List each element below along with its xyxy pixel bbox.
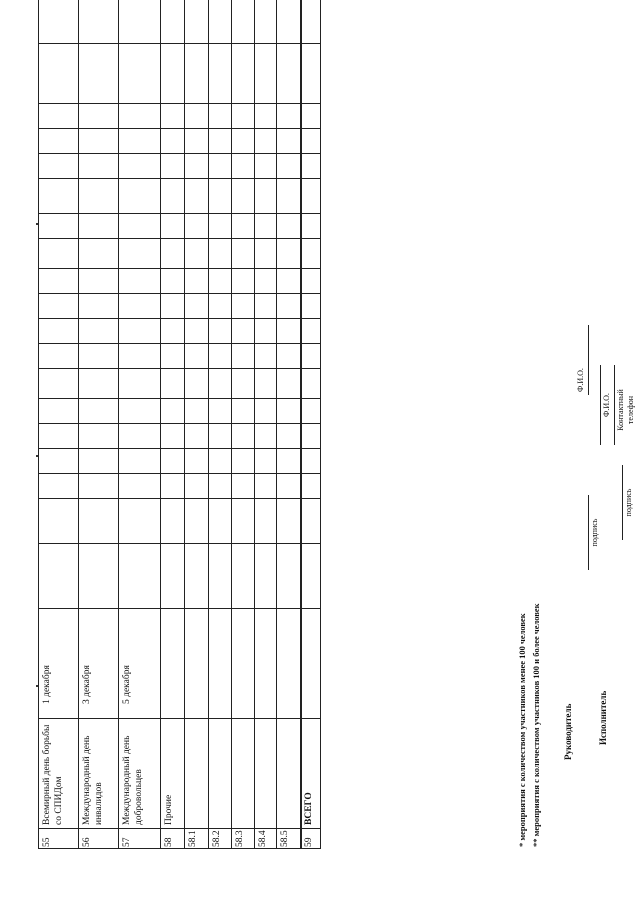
event-date: 5 декабря bbox=[122, 665, 132, 704]
head-label: Руководитель bbox=[563, 703, 573, 760]
head-name-caption: Ф.И.О. bbox=[576, 368, 585, 392]
event-name: Прочие bbox=[164, 794, 174, 825]
table-column-border bbox=[38, 398, 320, 399]
table-column-border bbox=[38, 178, 320, 179]
row-number: 58 bbox=[164, 837, 174, 847]
table-column-border bbox=[38, 343, 320, 344]
executor-name-caption: Ф.И.О. bbox=[602, 393, 611, 417]
event-date: 3 декабря bbox=[82, 665, 92, 704]
row-number: 58.1 bbox=[188, 830, 198, 847]
table-row-border bbox=[320, 0, 321, 849]
table-column-border bbox=[38, 153, 320, 154]
table-column-border bbox=[38, 718, 320, 719]
table-column-border bbox=[38, 268, 320, 269]
table-column-border bbox=[38, 238, 320, 239]
scan-speck bbox=[36, 455, 38, 457]
event-name: Всемирный день борьбы со СПИДом bbox=[42, 724, 64, 825]
table-column-border bbox=[38, 368, 320, 369]
table-column-border bbox=[38, 128, 320, 129]
row-number: 58.4 bbox=[258, 830, 268, 847]
row-number: 58.3 bbox=[235, 830, 245, 847]
scan-speck bbox=[36, 685, 38, 687]
head-name-line bbox=[588, 325, 589, 395]
scan-speck bbox=[36, 223, 38, 225]
executor-signature-line bbox=[622, 465, 623, 540]
row-number: 57 bbox=[122, 837, 132, 847]
table-column-border bbox=[38, 293, 320, 294]
row-number: 59 bbox=[304, 837, 314, 847]
event-name: Международный день добровольцев bbox=[122, 735, 144, 825]
event-name: Международный день инвалидов bbox=[82, 735, 104, 825]
footnote-1: * мероприятия с количеством участников менее 100 человек bbox=[517, 613, 527, 847]
executor-signature-caption: подпись bbox=[624, 488, 633, 517]
table-column-border bbox=[38, 213, 320, 214]
events-table bbox=[38, 665, 314, 849]
executor-label: Исполнитель bbox=[598, 690, 608, 745]
row-number: 58.5 bbox=[280, 830, 290, 847]
table-column-border bbox=[38, 43, 320, 44]
table-column-border bbox=[38, 608, 320, 609]
head-signature-line bbox=[588, 495, 589, 570]
table-column-border bbox=[38, 473, 320, 474]
table-column-border bbox=[38, 423, 320, 424]
row-number: 55 bbox=[42, 837, 52, 847]
row-number: 56 bbox=[82, 837, 92, 847]
table-column-border bbox=[38, 318, 320, 319]
table-column-border bbox=[38, 498, 320, 499]
executor-phone-line bbox=[614, 365, 615, 445]
table-column-border bbox=[38, 103, 320, 104]
executor-phone-caption: Контактный телефон bbox=[616, 389, 635, 431]
event-name: ВСЕГО bbox=[304, 792, 314, 825]
row-number: 58.2 bbox=[212, 830, 222, 847]
executor-name-line bbox=[600, 365, 601, 445]
table-column-border bbox=[38, 448, 320, 449]
footnote-2: ** мероприятия с количеством участников 100 и более человек bbox=[531, 603, 541, 847]
head-signature-caption: подпись bbox=[590, 518, 599, 547]
event-date: 1 декабря bbox=[42, 665, 52, 704]
table-column-border bbox=[38, 848, 320, 849]
table-column-border bbox=[38, 543, 320, 544]
